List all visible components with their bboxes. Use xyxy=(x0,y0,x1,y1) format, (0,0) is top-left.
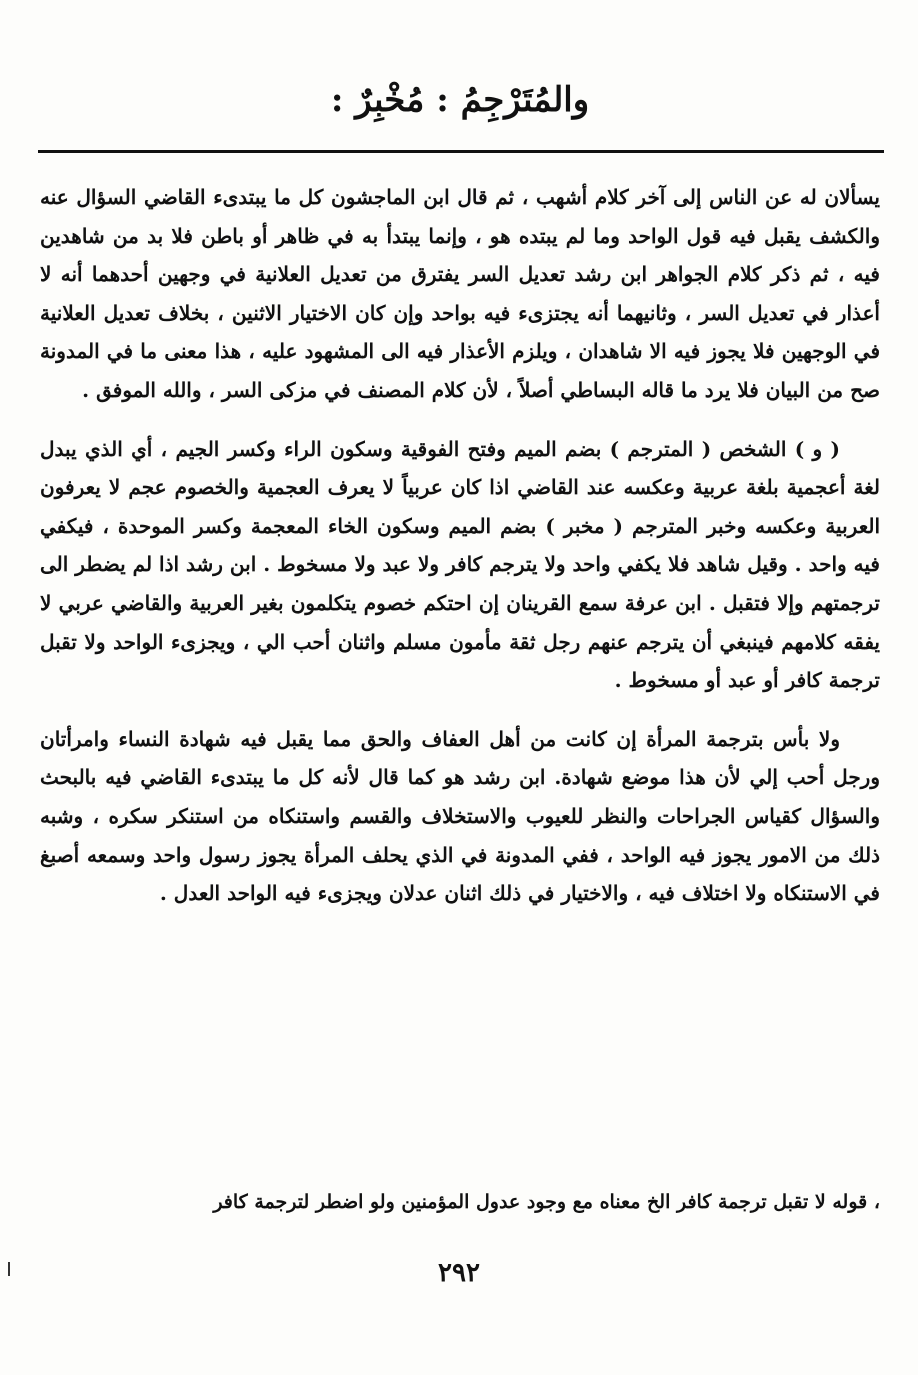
page-header: والمُتَرْجِمُ : مُخْبِرٌ : xyxy=(330,80,590,120)
main-text xyxy=(40,178,880,913)
header-divider xyxy=(38,150,884,153)
footnote: ، قوله لا تقبل ترجمة كافر الخ معناه مع وجود عدول المؤمنين ولو اضطر لترجمة كافر xyxy=(213,1191,880,1213)
margin-mark xyxy=(8,1262,10,1276)
paragraph-3: ولا بأس بترجمة المرأة إن كانت من أهل العفاف والحق مما يقبل فيه شهادة النساء وامرأتان ورجل أحب إلي لأن هذا موضع شهادة. ابن رشد هو كما قال لأنه كل ما يبتدىء القاضي فيه بالبحث والسؤال كقياس الجراحات والنظر للعيوب والاستخلاف والقسم واستنكاه من استنكر سكره ، وشبه ذلك من الامور يجوز فيه الواحد ، ففي المدونة في الذي يحلف المرأة يجوز رسول واحد وسمعه أصبغ في الاستنكاه ولا اختلاف فيه ، والاختيار في ذلك اثنان عدلان ويجزىء فيه الواحد العدل . xyxy=(40,726,881,906)
paragraph-2: ( و ) الشخص ( المترجم ) بضم الميم وفتح الفوقية وسكون الراء وكسر الجيم ، أي الذي يبدل لغة أعجمية بلغة عربية وعكسه عند القاضي اذا كان عربياً لا يعرف العجمية والخصوم عجم لا يعرفون العربية وعكسه وخبر المترجم ( مخبر ) بضم الميم وسكون الخاء المعجمة وكسر الموحدة ، فيكفي فيه واحد . وقيل شاهد فلا يكفي واحد ولا يترجم كافر ولا عبد ولا مسخوط . ابن رشد اذا لم يضطر الى ترجمتهم وإلا فتقبل . ابن عرفة سمع القرينان إن احتكم خصوم يتكلمون بغير العربية والقاضي عربي لا يفقه كلامهم فينبغي أن يترجم عنهم رجل ثقة مأمون مسلم واثنان أحب الي ، ويجزىء الواحد ولا تقبل ترجمة كافر أو عبد أو مسخوط . xyxy=(40,436,880,693)
paragraph-1: يسألان له عن الناس إلى آخر كلام أشهب ، ثم قال ابن الماجشون كل ما يبتدىء القاضي السؤال عنه والكشف يقبل فيه قول الواحد وما لم يبتده هو ، وإنما يبتدأ به في ظاهر أو باطن فلا بد من شاهدين فيه ، ثم ذكر كلام الجواهر ابن رشد تعديل السر يفترق من تعديل العلانية في وجهين أحدهما أنه لا أعذار في تعديل السر ، وثانيهما أنه يجتزىء فيه بواحد وإن كان الاختيار الاثنين ، بخلاف تعديل العلانية في الوجهين فلا يجوز فيه الا شاهدان ، ويلزم الأعذار فيه الى المشهود عليه ، هذا معنى ما في المدونة صح من البيان فلا يرد ما قاله البساطي أصلاً ، لأن كلام المصنف في مزكى السر ، والله الموفق . xyxy=(40,185,880,402)
page-number: ٢٩٢ xyxy=(438,1258,480,1288)
